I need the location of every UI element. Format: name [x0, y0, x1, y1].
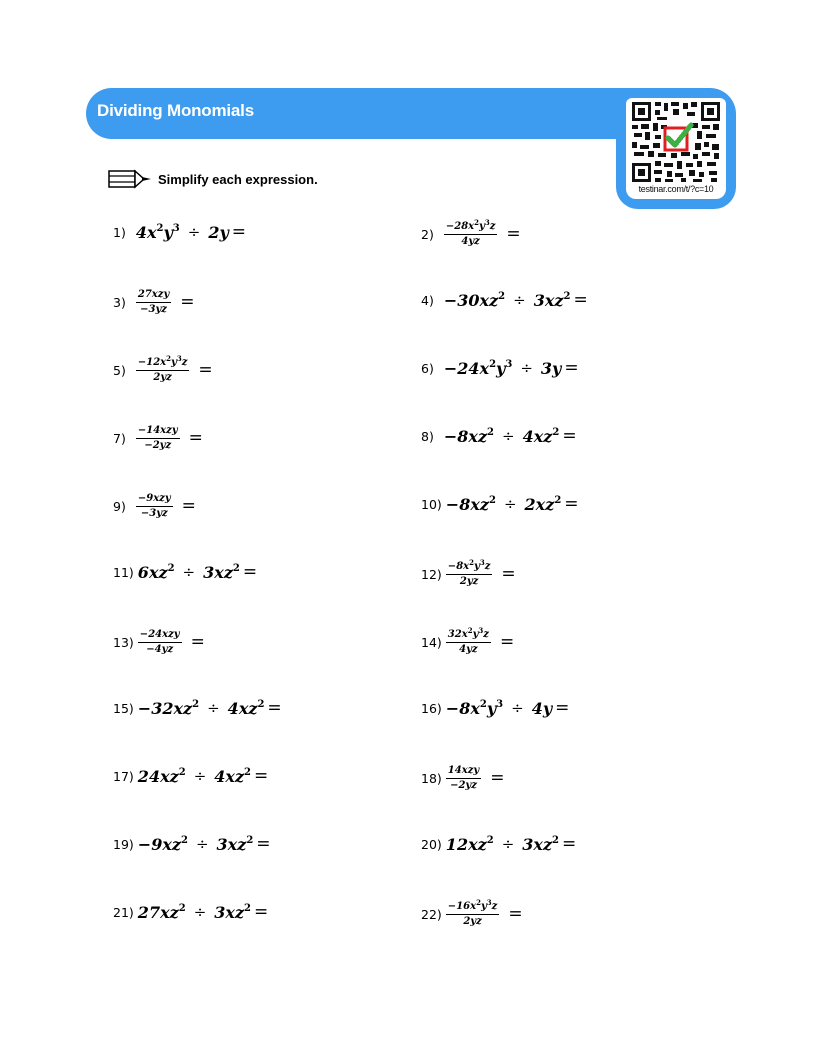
problem-item — [113, 552, 257, 592]
problem-item — [113, 350, 213, 390]
equals-symbol: = — [501, 564, 516, 584]
divide-symbol: ÷ — [193, 903, 207, 921]
math-expression — [136, 425, 203, 452]
divide-symbol: ÷ — [502, 427, 515, 445]
equals-symbol: = — [181, 496, 196, 516]
numerator: $-8x^2y^3z$ — [446, 561, 493, 575]
fraction — [138, 629, 182, 656]
denominator: −4yz — [146, 643, 174, 655]
problem-item — [421, 214, 521, 254]
math-expression — [138, 629, 205, 656]
problem-number: 4) — [421, 292, 434, 308]
fraction — [136, 353, 190, 384]
numerator: −24xzy — [138, 629, 182, 643]
problem-number: 3) — [113, 294, 126, 310]
math-expression — [138, 698, 282, 718]
numerator: 14xzy — [446, 765, 481, 779]
dividend: $24xz^2$ — [137, 766, 186, 786]
equals-symbol: = — [254, 766, 269, 786]
dividend: $-9xz^2$ — [137, 834, 188, 854]
math-expression — [446, 765, 505, 792]
problem-item — [113, 892, 268, 932]
denominator: −2yz — [144, 439, 172, 451]
denominator: 2yz — [463, 915, 482, 927]
divide-symbol: ÷ — [193, 767, 207, 785]
problem-number: 5) — [113, 362, 126, 378]
problem-number: 18) — [421, 770, 442, 786]
divide-symbol: ÷ — [513, 291, 526, 309]
problem-number: 22) — [421, 906, 442, 922]
divide-symbol: ÷ — [503, 495, 517, 513]
fraction — [136, 289, 171, 316]
qr-url-text: testinar.com/t/?c=10 — [638, 184, 714, 194]
equals-symbol: = — [562, 834, 577, 854]
problem-item — [113, 756, 268, 796]
problem-number: 1) — [113, 224, 126, 240]
problem-item — [113, 824, 271, 864]
problem-number: 7) — [113, 430, 126, 446]
math-expression — [446, 897, 523, 928]
problem-number: 19) — [113, 836, 134, 852]
problem-number: 13) — [113, 634, 134, 650]
divide-symbol: ÷ — [207, 699, 220, 717]
problem-number: 11) — [113, 564, 134, 580]
dividend: $6xz^2$ — [137, 562, 175, 582]
problem-item — [421, 348, 579, 388]
denominator: 4yz — [461, 235, 480, 247]
equals-symbol: = — [564, 358, 579, 378]
equals-symbol: = — [499, 632, 515, 652]
math-expression — [444, 290, 588, 310]
dividend: $-8xz^2$ — [443, 426, 494, 446]
dividend: $-8xz^2$ — [445, 494, 496, 514]
problem-number: 21) — [113, 904, 134, 920]
math-expression — [446, 834, 576, 854]
dividend: $4x^2y^3$ — [135, 222, 180, 242]
equals-symbol: = — [267, 698, 282, 718]
problem-item — [421, 554, 516, 594]
dividend: $-24x^2y^3$ — [443, 358, 513, 378]
fraction — [136, 493, 173, 520]
divisor: $4xz^2$ — [214, 766, 252, 786]
problem-item — [421, 824, 576, 864]
numerator: −14xzy — [136, 425, 180, 439]
math-expression — [444, 358, 579, 378]
math-expression — [444, 217, 521, 248]
math-expression — [444, 426, 577, 446]
problem-item — [421, 894, 523, 934]
math-expression — [136, 289, 195, 316]
divide-symbol: ÷ — [511, 699, 524, 717]
numerator: $-28x^2y^3z$ — [444, 221, 498, 235]
fraction — [444, 217, 498, 248]
problem-item — [113, 212, 246, 252]
page-title: Dividing Monomials — [97, 101, 254, 120]
problem-item — [421, 758, 504, 798]
problem-item — [421, 622, 514, 662]
dividend: $-30xz^2$ — [443, 290, 506, 310]
numerator: −9xzy — [136, 493, 173, 507]
problem-item — [113, 486, 196, 526]
numerator: $-12x^2y^3z$ — [136, 357, 190, 371]
problem-number: 20) — [421, 836, 442, 852]
fraction — [136, 425, 180, 452]
pencil-icon — [108, 168, 152, 190]
problem-item — [113, 282, 195, 322]
fraction — [446, 765, 481, 792]
denominator: −2yz — [450, 779, 477, 791]
divisor: $4xz^2$ — [227, 698, 265, 718]
problem-number: 17) — [113, 768, 134, 784]
problem-number: 14) — [421, 634, 442, 650]
problem-number: 2) — [421, 226, 434, 242]
problem-item — [113, 688, 282, 728]
divide-symbol: ÷ — [520, 359, 533, 377]
divide-symbol: ÷ — [187, 223, 201, 241]
equals-symbol: = — [508, 904, 523, 924]
equals-symbol: = — [573, 290, 588, 310]
denominator: 2yz — [459, 575, 479, 587]
equals-symbol: = — [506, 224, 521, 244]
math-expression — [138, 562, 257, 582]
divisor: 3y — [540, 358, 562, 378]
equals-symbol: = — [198, 360, 213, 380]
divisor: $3xz^2$ — [214, 902, 252, 922]
problem-number: 6) — [421, 360, 434, 376]
divide-symbol: ÷ — [182, 563, 196, 581]
denominator: 4yz — [459, 643, 478, 655]
math-expression — [446, 625, 515, 656]
problem-item — [421, 280, 588, 320]
dividend: $-32xz^2$ — [137, 698, 200, 718]
divisor: $4xz^2$ — [522, 426, 560, 446]
denominator: −3yz — [140, 507, 168, 519]
numerator: 27xzy — [136, 289, 171, 303]
math-expression — [136, 222, 246, 242]
divisor: $3xz^2$ — [522, 834, 560, 854]
qr-code-icon — [631, 101, 721, 184]
problem-item — [421, 416, 577, 456]
problem-item — [421, 484, 579, 524]
problem-number: 16) — [421, 700, 442, 716]
problem-item — [113, 418, 203, 458]
dividend: $27xz^2$ — [137, 902, 186, 922]
equals-symbol: = — [562, 426, 577, 446]
equals-symbol: = — [254, 902, 269, 922]
equals-symbol: = — [231, 222, 247, 242]
divide-symbol: ÷ — [195, 835, 209, 853]
denominator: 2yz — [153, 371, 172, 383]
qr-code-box[interactable] — [626, 98, 726, 199]
math-expression — [138, 902, 268, 922]
math-expression — [446, 557, 516, 588]
dividend: $12xz^2$ — [445, 834, 494, 854]
problem-number: 10) — [421, 496, 442, 512]
problem-number: 12) — [421, 566, 442, 582]
title-banner — [86, 88, 646, 139]
divide-symbol: ÷ — [501, 835, 515, 853]
divisor: 4y — [531, 698, 553, 718]
problem-item — [113, 622, 205, 662]
denominator: −3yz — [140, 303, 167, 315]
instruction — [108, 167, 318, 191]
equals-symbol: = — [180, 292, 195, 312]
fraction — [446, 557, 493, 588]
divisor: $3xz^2$ — [533, 290, 571, 310]
equals-symbol: = — [188, 428, 203, 448]
math-expression — [446, 494, 579, 514]
problem-number: 15) — [113, 700, 134, 716]
problem-number: 9) — [113, 498, 126, 514]
equals-symbol: = — [256, 834, 271, 854]
equals-symbol: = — [555, 698, 570, 718]
numerator: $32x^2y^3z$ — [446, 629, 491, 643]
divisor: $2xz^2$ — [524, 494, 562, 514]
numerator: $-16x^2y^3z$ — [446, 901, 500, 915]
fraction — [446, 625, 491, 656]
divisor: $3xz^2$ — [216, 834, 254, 854]
equals-symbol: = — [190, 632, 205, 652]
qr-code-frame — [616, 88, 736, 209]
math-expression — [136, 353, 213, 384]
instruction-text: Simplify each expression. — [158, 171, 318, 187]
math-expression — [138, 834, 271, 854]
equals-symbol: = — [564, 494, 579, 514]
math-expression — [138, 766, 268, 786]
divisor: 2y — [208, 222, 229, 242]
problem-number: 8) — [421, 428, 434, 444]
fraction — [446, 897, 500, 928]
equals-symbol: = — [242, 562, 258, 582]
math-expression — [446, 698, 570, 718]
problem-item — [421, 688, 569, 728]
math-expression — [136, 493, 196, 520]
divisor: $3xz^2$ — [203, 562, 240, 582]
dividend: $-8x^2y^3$ — [445, 698, 504, 718]
equals-symbol: = — [490, 768, 505, 788]
